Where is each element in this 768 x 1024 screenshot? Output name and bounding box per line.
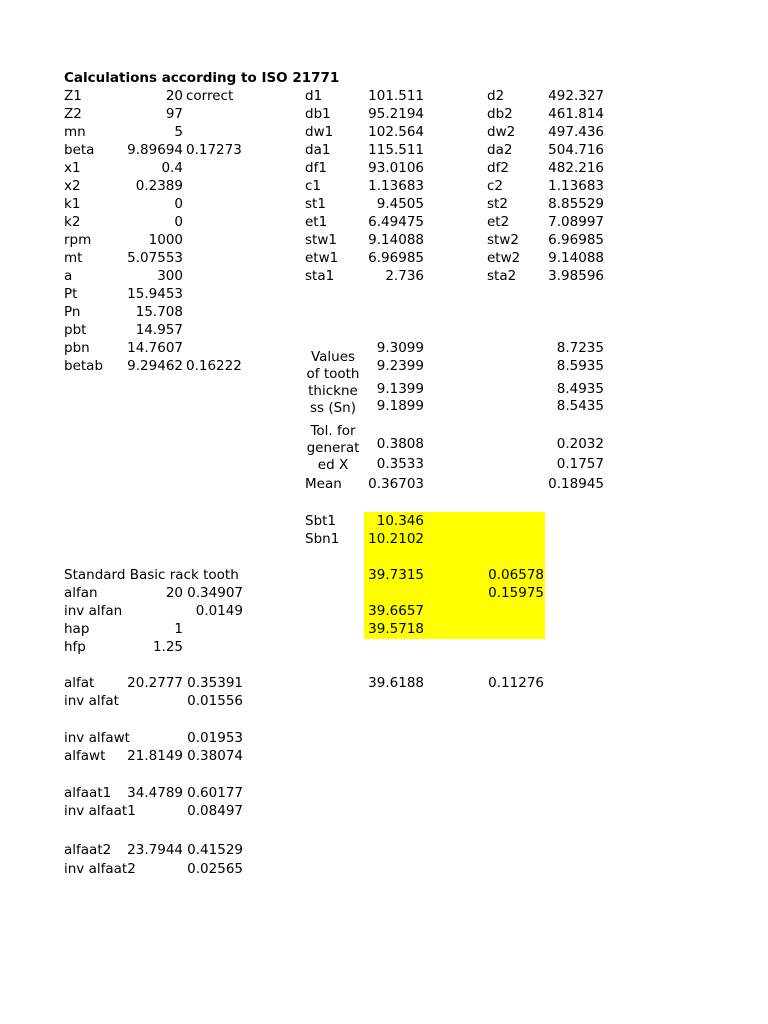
param-label: mn <box>64 124 86 140</box>
gear2-label: st2 <box>487 196 508 212</box>
gear2-label: stw2 <box>487 232 519 248</box>
thickness-g2: 8.7235 <box>556 340 604 356</box>
alfaat2-value: 23.7944 <box>127 842 183 858</box>
param-label: Pt <box>64 286 78 302</box>
param-label: x1 <box>64 160 81 176</box>
gear1-label: et1 <box>305 214 328 230</box>
rack-right-b: 0.06578 <box>488 567 544 583</box>
thickness-g1: 9.1399 <box>376 381 424 397</box>
param-label: beta <box>64 142 95 158</box>
alfaat2-extra: 0.41529 <box>187 842 243 858</box>
param-value: 5 <box>174 124 183 140</box>
param-label: a <box>64 268 73 284</box>
alfat-label: alfat <box>64 675 95 691</box>
gear1-label: da1 <box>305 142 331 158</box>
sbn1-value: 10.2102 <box>368 531 424 547</box>
gear2-value: 461.814 <box>548 106 604 122</box>
mean-g1: 0.36703 <box>368 476 424 492</box>
rack-label: inv alfan <box>64 603 123 619</box>
gear1-value: 9.4505 <box>376 196 424 212</box>
thickness-g1: 9.2399 <box>376 358 424 374</box>
param-extra: correct <box>186 88 234 104</box>
tolerance-g2: 0.1757 <box>556 456 604 472</box>
param-label: x2 <box>64 178 81 194</box>
param-value: 0 <box>174 214 183 230</box>
gear1-label: dw1 <box>305 124 334 140</box>
inv_alfawt-extra: 0.01953 <box>187 730 243 746</box>
gear2-value: 9.14088 <box>548 250 604 266</box>
param-extra: 0.16222 <box>186 358 242 374</box>
gear2-value: 6.96985 <box>548 232 604 248</box>
gear2-value: 8.85529 <box>548 196 604 212</box>
alfat-r2: 0.11276 <box>488 675 544 691</box>
param-value: 97 <box>165 106 183 122</box>
page-title: Calculations according to ISO 21771 <box>64 70 340 86</box>
gear2-label: d2 <box>487 88 505 104</box>
inv_alfawt-label: inv alfawt <box>64 730 130 746</box>
param-value: 1000 <box>148 232 183 248</box>
gear2-label: dw2 <box>487 124 516 140</box>
gear1-label: etw1 <box>305 250 339 266</box>
rack-value: 20 <box>165 585 183 601</box>
alfat-r1: 39.6188 <box>368 675 424 691</box>
gear2-label: et2 <box>487 214 510 230</box>
gear2-label: df2 <box>487 160 509 176</box>
gear2-value: 497.436 <box>548 124 604 140</box>
thickness-g2: 8.5935 <box>556 358 604 374</box>
sbt1-value: 10.346 <box>376 513 424 529</box>
param-value: 15.9453 <box>127 286 183 302</box>
rack-value: 1 <box>174 621 183 637</box>
rack-value: 1.25 <box>152 639 183 655</box>
gear1-value: 93.0106 <box>368 160 424 176</box>
thickness-g1: 9.3099 <box>376 340 424 356</box>
param-label: Z1 <box>64 88 82 104</box>
gear1-label: d1 <box>305 88 323 104</box>
rack-extra: 0.34907 <box>187 585 243 601</box>
param-label: pbn <box>64 340 90 356</box>
rack-extra: 0.0149 <box>195 603 243 619</box>
param-label: pbt <box>64 322 87 338</box>
rack-heading: Standard Basic rack tooth <box>64 567 239 583</box>
sbt1-label: Sbt1 <box>305 513 337 529</box>
gear1-value: 115.511 <box>368 142 424 158</box>
rack-right-b: 0.15975 <box>488 585 544 601</box>
param-label: Pn <box>64 304 81 320</box>
alfat-extra: 0.35391 <box>187 675 243 691</box>
tolerance-g1: 0.3808 <box>376 436 424 452</box>
gear2-value: 1.13683 <box>548 178 604 194</box>
inv_alfat-label: inv alfat <box>64 693 119 709</box>
rack-label: hap <box>64 621 90 637</box>
gear2-label: sta2 <box>487 268 517 284</box>
gear2-label: da2 <box>487 142 513 158</box>
param-label: k1 <box>64 196 81 212</box>
alfat-value: 20.2777 <box>127 675 183 691</box>
alfaat1-value: 34.4789 <box>127 785 183 801</box>
gear2-value: 7.08997 <box>548 214 604 230</box>
gear1-label: df1 <box>305 160 327 176</box>
param-extra: 0.17273 <box>186 142 242 158</box>
param-value: 9.89694 <box>127 142 183 158</box>
alfawt-extra: 0.38074 <box>187 748 243 764</box>
gear1-label: st1 <box>305 196 326 212</box>
rack-label: alfan <box>64 585 98 601</box>
tolerance-g1: 0.3533 <box>376 456 424 472</box>
gear2-label: c2 <box>487 178 504 194</box>
alfaat1-label: alfaat1 <box>64 785 112 801</box>
inv_alfaat2-extra: 0.02565 <box>187 861 243 877</box>
param-label: betab <box>64 358 104 374</box>
thickness-label: Values of tooth thickne ss (Sn) <box>306 349 360 416</box>
tolerance-label: Tol. for generat ed X <box>306 423 360 473</box>
thickness-g2: 8.4935 <box>556 381 604 397</box>
gear1-value: 101.511 <box>368 88 424 104</box>
alfaat1-extra: 0.60177 <box>187 785 243 801</box>
gear1-label: c1 <box>305 178 322 194</box>
gear1-value: 95.2194 <box>368 106 424 122</box>
gear1-label: db1 <box>305 106 331 122</box>
inv_alfaat2-label: inv alfaat2 <box>64 861 136 877</box>
gear1-value: 2.736 <box>385 268 424 284</box>
param-label: Z2 <box>64 106 82 122</box>
gear2-value: 492.327 <box>548 88 604 104</box>
param-value: 0 <box>174 196 183 212</box>
mean-label: Mean <box>305 476 342 492</box>
param-value: 0.4 <box>161 160 183 176</box>
thickness-g1: 9.1899 <box>376 398 424 414</box>
gear2-value: 482.216 <box>548 160 604 176</box>
rack-right-a: 39.5718 <box>368 621 424 637</box>
param-value: 20 <box>165 88 183 104</box>
gear1-value: 102.564 <box>368 124 424 140</box>
param-label: mt <box>64 250 83 266</box>
rack-right-a: 39.7315 <box>368 567 424 583</box>
param-value: 5.07553 <box>127 250 183 266</box>
inv_alfaat1-extra: 0.08497 <box>187 803 243 819</box>
gear2-label: etw2 <box>487 250 521 266</box>
gear2-value: 3.98596 <box>548 268 604 284</box>
param-label: rpm <box>64 232 92 248</box>
rack-label: hfp <box>64 639 86 655</box>
gear1-value: 6.49475 <box>368 214 424 230</box>
param-value: 300 <box>157 268 183 284</box>
gear2-label: db2 <box>487 106 513 122</box>
gear1-value: 1.13683 <box>368 178 424 194</box>
tolerance-g2: 0.2032 <box>556 436 604 452</box>
gear1-label: sta1 <box>305 268 335 284</box>
gear2-value: 504.716 <box>548 142 604 158</box>
inv_alfaat1-label: inv alfaat1 <box>64 803 136 819</box>
gear1-value: 6.96985 <box>368 250 424 266</box>
alfawt-label: alfawt <box>64 748 106 764</box>
param-value: 14.957 <box>135 322 183 338</box>
mean-g2: 0.18945 <box>548 476 604 492</box>
rack-right-a: 39.6657 <box>368 603 424 619</box>
param-value: 0.2389 <box>135 178 183 194</box>
gear1-label: stw1 <box>305 232 337 248</box>
param-value: 14.7607 <box>127 340 183 356</box>
sbn1-label: Sbn1 <box>305 531 340 547</box>
inv_alfat-extra: 0.01556 <box>187 693 243 709</box>
alfaat2-label: alfaat2 <box>64 842 112 858</box>
alfawt-value: 21.8149 <box>127 748 183 764</box>
param-value: 15.708 <box>135 304 183 320</box>
param-label: k2 <box>64 214 81 230</box>
thickness-g2: 8.5435 <box>556 398 604 414</box>
gear1-value: 9.14088 <box>368 232 424 248</box>
param-value: 9.29462 <box>127 358 183 374</box>
